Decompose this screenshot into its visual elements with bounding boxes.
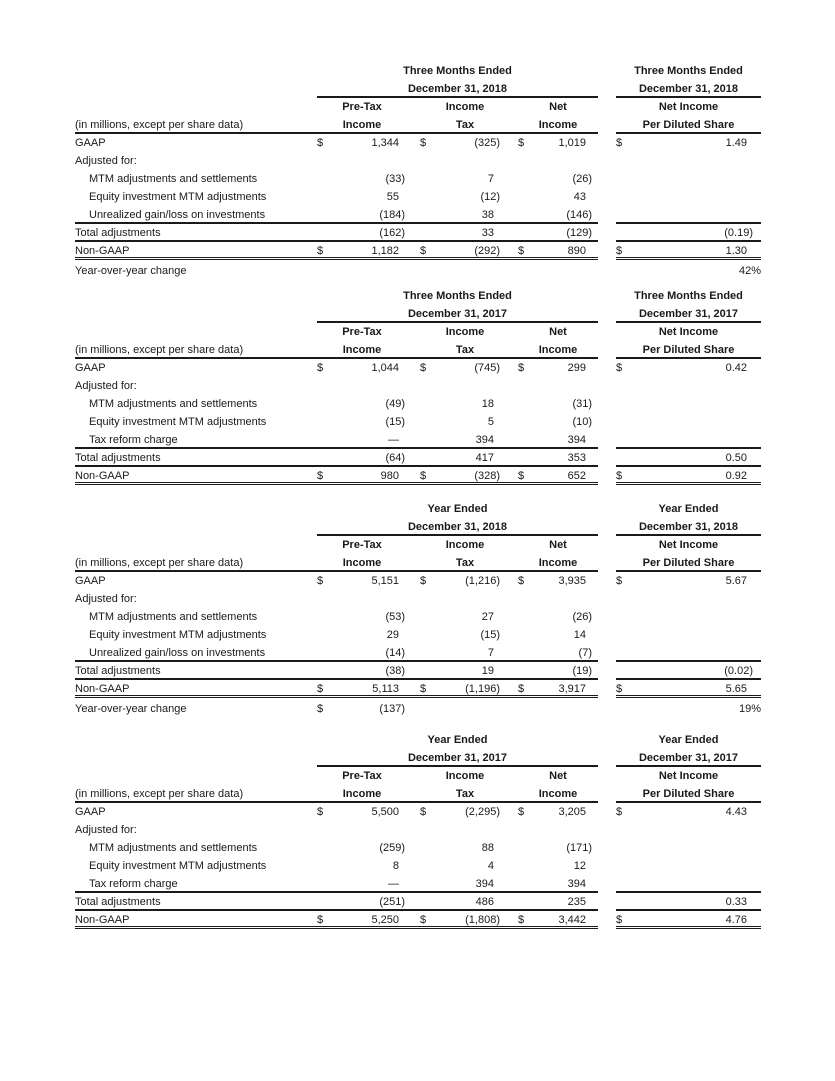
net-income-value: 1,019 — [558, 137, 586, 149]
col-header-pretax: Income — [342, 788, 382, 800]
period-date: December 31, 2018 — [407, 83, 508, 95]
adjustment-row — [75, 188, 761, 206]
total-adjustments-row — [75, 893, 761, 911]
col-header-tax: Tax — [455, 557, 475, 569]
income-tax-value: 19 — [481, 665, 494, 677]
currency-symbol: $ — [420, 245, 427, 257]
currency-symbol: $ — [420, 806, 427, 818]
column-header-row-2 — [75, 116, 761, 134]
currency-symbol: $ — [616, 137, 623, 149]
column-header-row-2 — [75, 554, 761, 572]
income-tax-value: 417 — [475, 452, 494, 464]
net-income-value: (26) — [572, 173, 592, 185]
income-tax-value: 486 — [475, 896, 494, 908]
per-share-value: 4.43 — [725, 806, 747, 818]
row-label: Total adjustments — [75, 665, 161, 677]
pretax-income-value: 1,344 — [371, 137, 399, 149]
income-tax-value: 38 — [481, 209, 494, 221]
per-share-period-title: Year Ended — [658, 734, 719, 746]
currency-symbol: $ — [616, 683, 623, 695]
currency-symbol: $ — [518, 362, 525, 374]
period-header-row-2 — [75, 518, 761, 536]
pretax-income-value: 5,151 — [371, 575, 399, 587]
net-income-value: 3,205 — [558, 806, 586, 818]
period-header-row-1 — [75, 287, 761, 305]
currency-symbol: $ — [616, 470, 623, 482]
period-header-row-2 — [75, 80, 761, 98]
period-title: Three Months Ended — [403, 65, 512, 77]
col-header-per-share: Net Income — [658, 770, 719, 782]
year-over-year-row — [75, 700, 761, 718]
total-adjustments-row — [75, 449, 761, 467]
pretax-income-value: (14) — [385, 647, 405, 659]
per-share-value: 1.30 — [725, 245, 747, 257]
net-income-value: 299 — [567, 362, 586, 374]
currency-symbol: $ — [317, 683, 324, 695]
row-label: GAAP — [75, 806, 106, 818]
currency-symbol: $ — [317, 914, 324, 926]
net-income-value: (171) — [566, 842, 592, 854]
per-share-period-date: December 31, 2018 — [638, 521, 739, 533]
row-label: GAAP — [75, 575, 106, 587]
pretax-income-value: — — [388, 434, 399, 446]
row-label: GAAP — [75, 362, 106, 374]
row-label: GAAP — [75, 137, 106, 149]
row-label: Unrealized gain/loss on investments — [89, 647, 266, 659]
income-tax-value: (292) — [474, 245, 500, 257]
row-label: MTM adjustments and settlements — [89, 842, 258, 854]
adjustment-row — [75, 431, 761, 449]
gaap-row — [75, 134, 761, 152]
per-share-value: 1.49 — [725, 137, 747, 149]
row-label: Non-GAAP — [75, 470, 130, 482]
period-title: Year Ended — [427, 734, 488, 746]
pretax-income-value: (251) — [379, 896, 405, 908]
currency-symbol: $ — [317, 470, 324, 482]
column-header-row-1 — [75, 536, 761, 554]
currency-symbol: $ — [420, 137, 427, 149]
row-label: MTM adjustments and settlements — [89, 398, 258, 410]
currency-symbol: $ — [317, 137, 324, 149]
double-underline — [616, 926, 761, 929]
period-header-row-1 — [75, 62, 761, 80]
pretax-income-value: (33) — [385, 173, 405, 185]
row-label: Tax reform charge — [89, 434, 178, 446]
reconciliation-table — [75, 500, 761, 718]
net-income-value: 394 — [567, 878, 586, 890]
period-date: December 31, 2018 — [407, 521, 508, 533]
col-header-per-share: Net Income — [658, 539, 719, 551]
reconciliation-table — [75, 62, 761, 280]
income-tax-value: (1,216) — [465, 575, 500, 587]
col-header-net: Net — [549, 539, 567, 551]
pretax-income-value: 55 — [386, 191, 399, 203]
net-income-value: (10) — [572, 416, 592, 428]
pretax-income-value: 1,182 — [371, 245, 399, 257]
row-label: Adjusted for: — [75, 593, 137, 605]
net-income-value: (31) — [572, 398, 592, 410]
col-header-pretax: Pre-Tax — [342, 326, 382, 338]
col-header-per-share: Net Income — [658, 326, 719, 338]
adjusted-for-row — [75, 590, 761, 608]
net-income-value: (26) — [572, 611, 592, 623]
pretax-income-value: 980 — [380, 470, 399, 482]
pretax-income-value: (64) — [385, 452, 405, 464]
row-label: Equity investment MTM adjustments — [89, 629, 267, 641]
adjustment-row — [75, 644, 761, 662]
net-income-value: 12 — [573, 860, 586, 872]
row-label: Total adjustments — [75, 896, 161, 908]
income-tax-value: 5 — [487, 416, 494, 428]
income-tax-value: 4 — [487, 860, 494, 872]
pretax-income-value: 5,113 — [372, 683, 399, 695]
total-adjustments-row — [75, 224, 761, 242]
pretax-income-value: (162) — [379, 227, 405, 239]
per-share-period-title: Three Months Ended — [634, 65, 743, 77]
currency-symbol: $ — [420, 470, 427, 482]
net-income-value: (129) — [566, 227, 592, 239]
currency-symbol: $ — [420, 575, 427, 587]
per-share-value: 5.67 — [725, 575, 747, 587]
pretax-income-value: (259) — [379, 842, 405, 854]
double-underline — [75, 926, 598, 929]
row-label: MTM adjustments and settlements — [89, 611, 258, 623]
per-share-value: (0.19) — [724, 227, 753, 239]
period-header-row-2 — [75, 305, 761, 323]
net-income-value: 3,917 — [558, 683, 586, 695]
row-label: Unrealized gain/loss on investments — [89, 209, 266, 221]
currency-symbol: $ — [616, 575, 623, 587]
adjusted-for-row — [75, 377, 761, 395]
net-income-value: 43 — [573, 191, 586, 203]
row-label: Year-over-year change — [75, 703, 187, 715]
column-header-row-1 — [75, 98, 761, 116]
pretax-income-value: (49) — [385, 398, 405, 410]
units-label: (in millions, except per share data) — [75, 119, 244, 131]
currency-symbol: $ — [317, 245, 324, 257]
income-tax-value: (1,808) — [465, 914, 500, 926]
year-over-year-row — [75, 262, 761, 280]
currency-symbol: $ — [518, 683, 525, 695]
per-share-value: 5.65 — [725, 683, 747, 695]
currency-symbol: $ — [518, 575, 525, 587]
net-income-value: 235 — [567, 896, 586, 908]
currency-symbol: $ — [518, 245, 525, 257]
pretax-income-change: (137) — [379, 703, 405, 715]
currency-symbol: $ — [420, 683, 427, 695]
col-header-net: Income — [538, 344, 578, 356]
total-adjustments-row — [75, 662, 761, 680]
units-label: (in millions, except per share data) — [75, 788, 244, 800]
currency-symbol: $ — [420, 362, 427, 374]
adjustment-row — [75, 857, 761, 875]
col-header-tax: Income — [445, 770, 485, 782]
row-label: Non-GAAP — [75, 914, 130, 926]
col-header-net: Net — [549, 326, 567, 338]
col-header-per-share: Per Diluted Share — [642, 344, 735, 356]
income-tax-value: 7 — [487, 173, 494, 185]
per-share-period-title: Year Ended — [658, 503, 719, 515]
currency-symbol: $ — [317, 575, 324, 587]
pretax-income-value: (53) — [385, 611, 405, 623]
adjustment-row — [75, 170, 761, 188]
row-label: Adjusted for: — [75, 824, 137, 836]
col-header-per-share: Net Income — [658, 101, 719, 113]
non-gaap-row — [75, 467, 761, 485]
row-label: Adjusted for: — [75, 155, 137, 167]
income-tax-value: 27 — [481, 611, 494, 623]
col-header-net: Net — [549, 770, 567, 782]
net-income-value: 3,442 — [558, 914, 586, 926]
non-gaap-row — [75, 680, 761, 698]
column-header-row-2 — [75, 341, 761, 359]
col-header-per-share: Per Diluted Share — [642, 788, 735, 800]
per-share-value: 0.50 — [725, 452, 747, 464]
per-share-period-date: December 31, 2017 — [638, 752, 739, 764]
pretax-income-value: 8 — [392, 860, 399, 872]
currency-symbol: $ — [518, 470, 525, 482]
currency-symbol: $ — [518, 914, 525, 926]
col-header-net: Net — [549, 101, 567, 113]
currency-symbol: $ — [317, 362, 324, 374]
period-date: December 31, 2017 — [407, 752, 508, 764]
adjusted-for-row — [75, 152, 761, 170]
column-header-row-1 — [75, 767, 761, 785]
currency-symbol: $ — [616, 362, 623, 374]
pretax-income-value: (38) — [385, 665, 405, 677]
income-tax-value: (745) — [474, 362, 500, 374]
per-share-value: 4.76 — [725, 914, 747, 926]
gaap-row — [75, 803, 761, 821]
col-header-pretax: Income — [342, 557, 382, 569]
col-header-pretax: Pre-Tax — [342, 539, 382, 551]
col-header-pretax: Pre-Tax — [342, 770, 382, 782]
per-share-period-title: Three Months Ended — [634, 290, 743, 302]
income-tax-value: 7 — [487, 647, 494, 659]
row-label: MTM adjustments and settlements — [89, 173, 258, 185]
col-header-pretax: Pre-Tax — [342, 101, 382, 113]
income-tax-value: 394 — [475, 434, 494, 446]
pretax-income-value: 29 — [386, 629, 399, 641]
per-share-change-percent: 42% — [738, 265, 761, 277]
row-label: Tax reform charge — [89, 878, 178, 890]
pretax-income-value: 5,250 — [371, 914, 399, 926]
row-label: Non-GAAP — [75, 683, 130, 695]
col-header-tax: Tax — [455, 344, 475, 356]
income-tax-value: (15) — [480, 629, 500, 641]
income-tax-value: (328) — [474, 470, 500, 482]
pretax-income-value: (184) — [379, 209, 405, 221]
non-gaap-row — [75, 242, 761, 260]
income-tax-value: 394 — [475, 878, 494, 890]
per-share-period-date: December 31, 2017 — [638, 308, 739, 320]
col-header-tax: Tax — [455, 788, 475, 800]
column-header-row-2 — [75, 785, 761, 803]
per-share-period-date: December 31, 2018 — [638, 83, 739, 95]
period-header-row-1 — [75, 500, 761, 518]
currency-symbol: $ — [317, 806, 324, 818]
col-header-net: Income — [538, 788, 578, 800]
currency-symbol: $ — [616, 914, 623, 926]
gaap-row — [75, 359, 761, 377]
row-label: Adjusted for: — [75, 380, 137, 392]
double-underline — [616, 257, 761, 260]
currency-symbol: $ — [616, 806, 623, 818]
income-tax-value: 18 — [481, 398, 494, 410]
per-share-change-percent: 19% — [738, 703, 761, 715]
row-label: Non-GAAP — [75, 245, 130, 257]
adjustment-row — [75, 839, 761, 857]
non-gaap-row — [75, 911, 761, 929]
net-income-value: 353 — [567, 452, 586, 464]
row-label: Equity investment MTM adjustments — [89, 416, 267, 428]
period-header-row-2 — [75, 749, 761, 767]
adjustment-row — [75, 395, 761, 413]
adjusted-for-row — [75, 821, 761, 839]
currency-symbol: $ — [317, 703, 324, 715]
period-title: Year Ended — [427, 503, 488, 515]
reconciliation-table — [75, 287, 761, 485]
per-share-value: 0.92 — [725, 470, 747, 482]
col-header-pretax: Income — [342, 119, 382, 131]
period-title: Three Months Ended — [403, 290, 512, 302]
per-share-value: 0.33 — [725, 896, 747, 908]
net-income-value: (19) — [572, 665, 592, 677]
col-header-tax: Income — [445, 539, 485, 551]
col-header-tax: Income — [445, 326, 485, 338]
row-label: Total adjustments — [75, 452, 161, 464]
period-header-row-1 — [75, 731, 761, 749]
net-income-value: 890 — [567, 245, 586, 257]
period-date: December 31, 2017 — [407, 308, 508, 320]
gaap-row — [75, 572, 761, 590]
pretax-income-value: 1,044 — [371, 362, 399, 374]
pretax-income-value: — — [388, 878, 399, 890]
currency-symbol: $ — [518, 137, 525, 149]
col-header-per-share: Per Diluted Share — [642, 119, 735, 131]
reconciliation-table — [75, 731, 761, 929]
income-tax-value: 88 — [481, 842, 494, 854]
units-label: (in millions, except per share data) — [75, 344, 244, 356]
col-header-tax: Income — [445, 101, 485, 113]
income-tax-value: 33 — [481, 227, 494, 239]
income-tax-value: (325) — [474, 137, 500, 149]
adjustment-row — [75, 875, 761, 893]
pretax-income-value: 5,500 — [371, 806, 399, 818]
currency-symbol: $ — [616, 245, 623, 257]
row-label: Equity investment MTM adjustments — [89, 191, 267, 203]
income-tax-value: (2,295) — [465, 806, 500, 818]
row-label: Equity investment MTM adjustments — [89, 860, 267, 872]
per-share-value: 0.42 — [725, 362, 747, 374]
col-header-net: Income — [538, 557, 578, 569]
net-income-value: 3,935 — [558, 575, 586, 587]
double-underline — [75, 257, 598, 260]
double-underline — [616, 482, 761, 485]
adjustment-row — [75, 413, 761, 431]
net-income-value: 14 — [573, 629, 586, 641]
double-underline — [616, 695, 761, 698]
income-tax-value: (12) — [480, 191, 500, 203]
double-underline — [75, 695, 598, 698]
per-share-value: (0.02) — [724, 665, 753, 677]
adjustment-row — [75, 626, 761, 644]
column-header-row-1 — [75, 323, 761, 341]
currency-symbol: $ — [518, 806, 525, 818]
row-label: Year-over-year change — [75, 265, 187, 277]
units-label: (in millions, except per share data) — [75, 557, 244, 569]
col-header-per-share: Per Diluted Share — [642, 557, 735, 569]
adjustment-row — [75, 608, 761, 626]
col-header-net: Income — [538, 119, 578, 131]
double-underline — [75, 482, 598, 485]
net-income-value: (7) — [578, 647, 592, 659]
col-header-pretax: Income — [342, 344, 382, 356]
row-label: Total adjustments — [75, 227, 161, 239]
income-tax-value: (1,196) — [465, 683, 500, 695]
net-income-value: 394 — [567, 434, 586, 446]
adjustment-row — [75, 206, 761, 224]
net-income-value: (146) — [566, 209, 592, 221]
currency-symbol: $ — [420, 914, 427, 926]
col-header-tax: Tax — [455, 119, 475, 131]
net-income-value: 652 — [567, 470, 586, 482]
pretax-income-value: (15) — [385, 416, 405, 428]
